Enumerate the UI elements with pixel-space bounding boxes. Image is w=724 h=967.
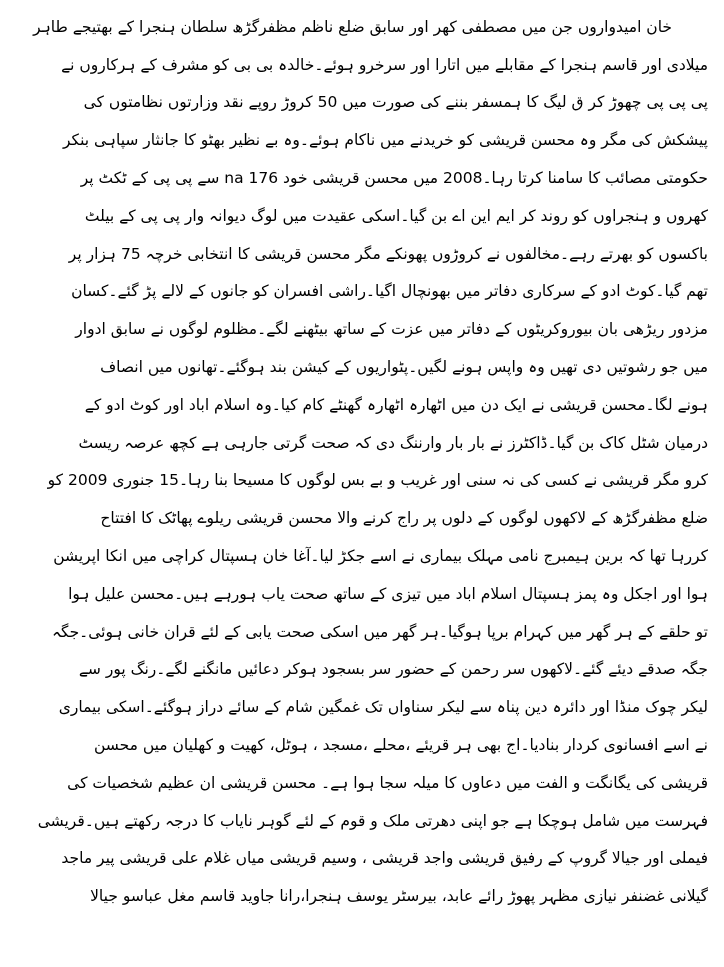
text-line: ہوا اور اجکل وہ پمز ہسپتال اسلام اباد میں تیزی کے ساتھ صحت یاب ہورہے ہیں۔محسن علیل ہوا (68, 584, 708, 603)
text-line: فہرست میں شامل ہوچکا ہے جو اپنی دھرتی ملک و قوم کے لئے گوہر نایاب کا درجہ رکھتے ہیں۔قریشی (37, 811, 708, 830)
text-line: پیشکش کی مگر وہ محسن قریشی کو خریدنے میں ناکام ہوئے۔وہ بے نظیر بھٹو کا جانثار سپاہی بنکر (62, 131, 708, 150)
text-line: ضلع مظفرگڑھ کے لاکھوں لوگوں کے دلوں پر راج کرنے والا محسن قریشی ریلوے پھاٹک کا افتتاح (100, 509, 708, 528)
text-line: کھروں و ہنجراوں کو روند کر ایم این اے بن گیا۔اسکی عقیدت میں لوگ دیوانہ وار پی پی کے بیلٹ (84, 206, 708, 225)
text-line: لیکر چوک منڈا اور دائرہ دین پناہ سے لیکر سناواں تک غمگین شام کے سائے دراز ہوگئے۔اسکی بیماری (58, 698, 708, 717)
text-line: خان امیدواروں جن میں مصطفی کھر اور سابق ضلع ناظم مظفرگڑھ سلطان ہنجرا کے بھتیجے طاہر (33, 17, 672, 36)
text-line: تھم گیا۔کوٹ ادو کے سرکاری دفاتر میں بھونچال اگیا۔راشی افسران کو جانوں کے لالے پڑ گئے۔کسان (71, 282, 708, 301)
text-line: میلادی اور قاسم ہنجرا کے مقابلے میں اتارا اور سرخرو ہوئے۔خالدہ بی بی کو مشرف کے ہرکاروں نے (61, 55, 708, 74)
text-line: فیملی اور جیالا گروپ کے رفیق قریشی واجد قریشی ، وسیم قریشی میاں غلام علی قریشی پیر ماجد (61, 849, 708, 868)
text-line: باکسوں کو بھرتے رہے۔مخالفوں نے کروڑوں پھونکے مگر محسن قریشی کا انتخابی خرچہ 75 ہزار پر (68, 244, 708, 263)
text-line: میں جو رشوتیں دی تھیں وہ واپس ہونے لگیں۔پٹواریوں کے کیشن بند ہوگئے۔تھانوں میں انصاف (100, 358, 708, 377)
text-line: پی پی پی چھوڑ کر ق لیگ کا ہمسفر بننے کی صورت میں 50 کروڑ روپے نقد وزارتوں نظامتوں کی (83, 93, 708, 112)
text-line: نے اسے افسانوی کردار بنادیا۔اج بھی ہر قریئے ،محلے ،مسجد ، ہوٹل، کھیت و کھلیان میں محسن (93, 736, 708, 755)
text-line: حکومتی مصائب کا سامنا کرتا رہا۔2008 میں محسن قریشی خود na 176 سے پی پی کے ٹکٹ پر (80, 169, 708, 188)
text-line: قریشی کی یگانگت و الفت میں دعاوں کا میلہ سجا ہوا ہے۔ محسن قریشی ان عظیم شخصیات کی (67, 773, 708, 792)
text-line: گیلانی غضنفر نیازی مظہر پھوڑ رائے عابد، بیرسٹر یوسف ہنجرا،رانا جاوید قاسم مغل عباسو جیالا (90, 887, 708, 906)
text-line: تو حلقے کے ہر گھر میں کہرام برپا ہوگیا۔ہر گھر میں اسکی صحت یابی کے لئے قران خانی ہوئی۔جگہ (51, 622, 708, 641)
text-line: درمیان شٹل کاک بن گیا۔ڈاکٹرز نے بار بار وارننگ دی کہ صحت گرتی جارہی ہے کچھ عرصہ ریسٹ (78, 433, 708, 452)
text-line: مزدور ریڑھی بان بیوروکریٹوں کے دفاتر میں عزت کے ساتھ بیٹھنے لگے۔مظلوم لوگوں نے سابق ادوار (75, 320, 708, 339)
text-line: ہونے لگا۔محسن قریشی نے ایک دن میں اٹھارہ اٹھارہ گھنٹے کام کیا۔وہ اسلام اباد اور کوٹ ادو کے (84, 395, 708, 414)
text-line: کرو مگر قریشی نے کسی کی نہ سنی اور غریب و بے بس لوگوں کا مسیحا بنا رہا۔15 جنوری 2009 کو (47, 471, 708, 490)
text-line: جگہ صدقے دیئے گئے۔لاکھوں سر رحمن کے حضور سر بسجود ہوکر دعائیں مانگنے لگے۔رنگ پور سے (78, 660, 708, 679)
text-line: کررہا تھا کہ برین ہیمبرج نامی مہلک بیماری نے اسے جکڑ لیا۔آغا خان ہسپتال کراچی میں انکا اپریشن (53, 547, 708, 566)
